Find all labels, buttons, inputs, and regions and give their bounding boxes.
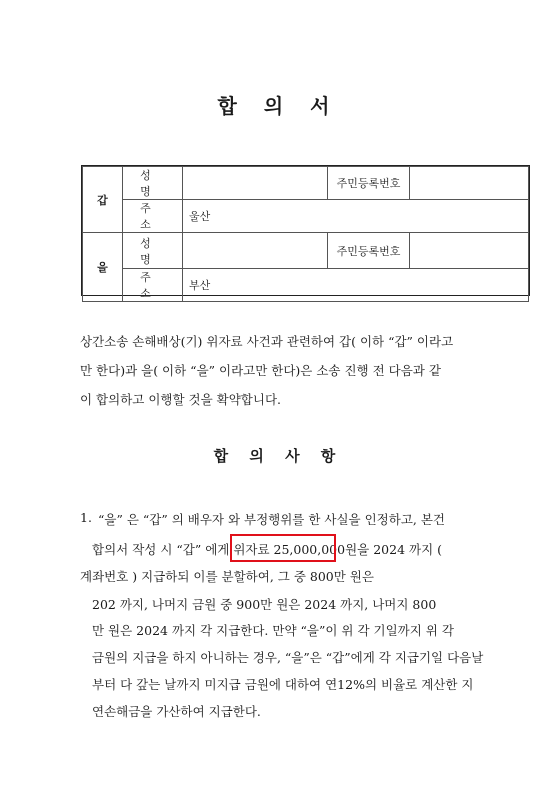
eul-id-label: 주민등록번호 [328,233,410,269]
gap-address-value: 울산 [183,200,529,233]
item-line: 부터 다 갚는 날까지 미지급 금원에 대하여 연12%의 비율로 계산한 지 [92,677,474,692]
item-line: 만 원은 2024 까지 각 지급한다. 만약 “을”이 위 각 기일까지 위 각 [92,623,454,638]
document-title: 합 의 서 [217,94,340,118]
eul-address-label: 주 소 [123,269,183,302]
highlight-box [230,534,336,562]
party-gap-label: 갑 [83,167,123,233]
item-line: “을” 은 “갑” 의 배우자 와 부정행위를 한 사실을 인정하고, 본건 [98,512,445,527]
gap-id-label: 주민등록번호 [328,167,410,200]
eul-address-value: 부산 [183,269,529,302]
item-line: 202 까지, 나머지 금원 중 900만 원은 2024 까지, 나머지 800 [92,597,437,612]
gap-address-label: 주 소 [123,200,183,233]
item-line: 금원의 지급을 하지 아니하는 경우, “을”은 “갑”에게 각 지급기일 다음날 [92,650,484,665]
party-eul-label: 을 [83,233,123,302]
gap-id-value [410,167,529,200]
item-number: 1. [80,510,92,525]
intro-paragraph [80,327,500,414]
eul-name-value [183,233,328,269]
party-table [81,165,530,300]
section-title: 합 의 사 항 [213,447,344,465]
item-line: 합의서 작성 시 “갑” 에게 위자료 25,000,000원을 2024 까지 ( [92,542,442,557]
item-line: 계좌번호 ) 지급하되 이를 분할하여, 그 중 800만 원은 [80,569,374,584]
eul-name-label: 성 명 [123,233,183,269]
intro-line: 상간소송 손해배상(기) 위자료 사건과 관련하여 갑( 이하 “갑” 이라고 [80,334,454,349]
item-line: 연손해금을 가산하여 지급한다. [92,704,261,719]
gap-name-label: 성 명 [123,167,183,200]
intro-line: 만 한다)과 을( 이하 “을” 이라고만 한다)은 소송 진행 전 다음과 같 [80,363,441,378]
gap-name-value [183,167,328,200]
intro-line: 이 합의하고 이행할 것을 확약합니다. [80,392,281,407]
eul-id-value [410,233,529,269]
